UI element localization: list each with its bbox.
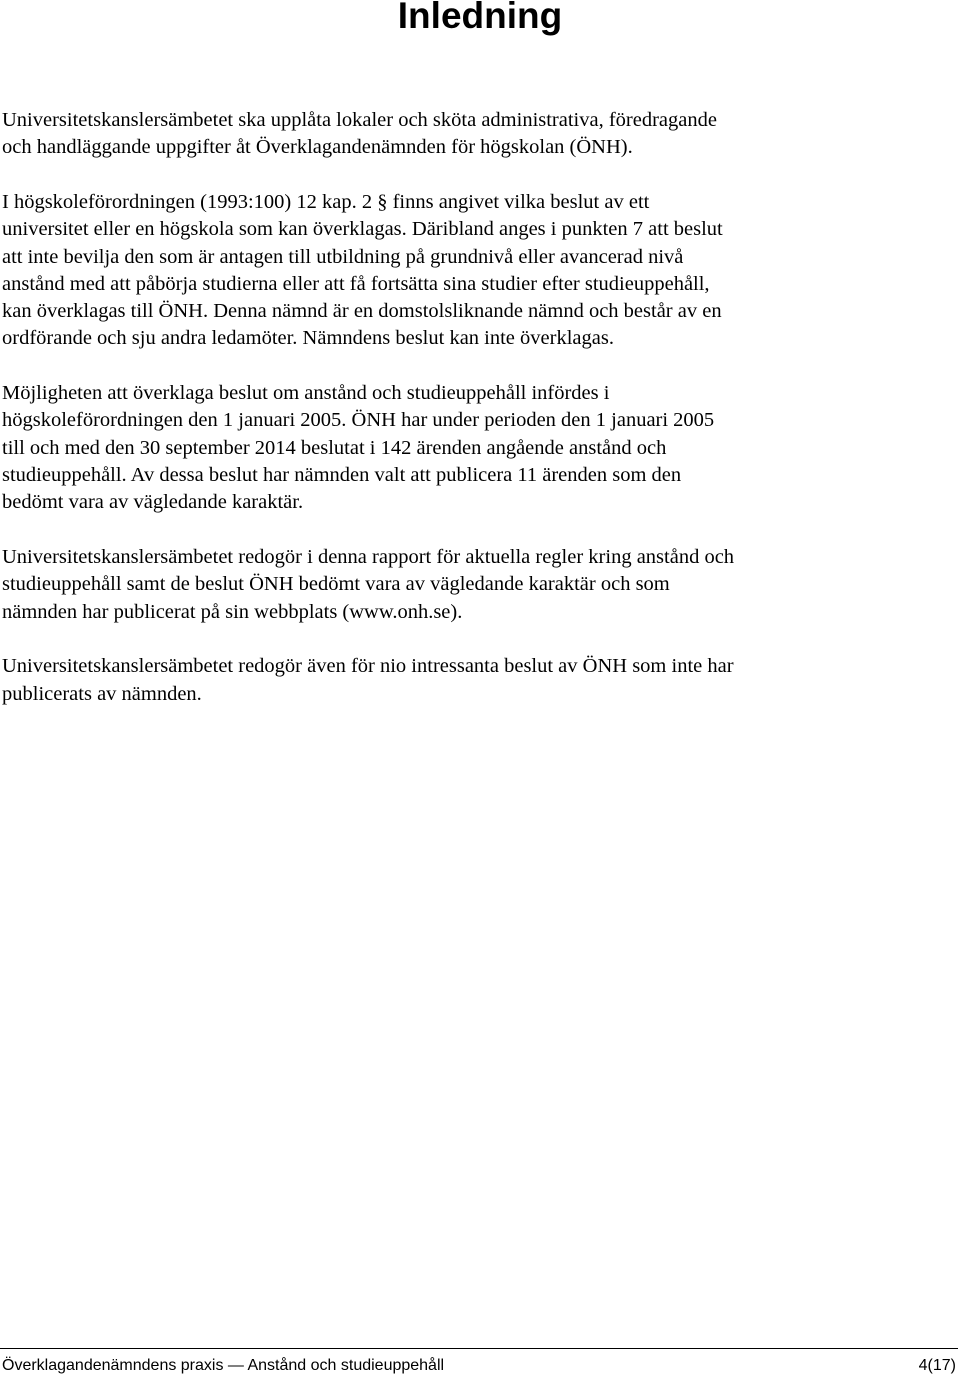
page-footer — [2, 1356, 956, 1376]
text-line: ordförande och sju andra ledamöter. Nämndens beslut kan inte överklagas. — [2, 327, 614, 350]
text-line: Universitetskanslersämbetet redogör i denna rapport för aktuella regler kring anstånd och — [2, 546, 735, 569]
footer-divider — [0, 1348, 958, 1349]
text-line: och handläggande uppgifter åt Överklagandenämnden för högskolan (ÖNH). — [2, 136, 633, 159]
text-line: anstånd med att påbörja studierna eller att få fortsätta sina studier efter studieuppehåll, — [2, 272, 710, 295]
text-line: högskoleförordningen den 1 januari 2005. ÖNH har under perioden den 1 januari 2005 — [2, 409, 715, 432]
paragraph-intro — [2, 107, 952, 162]
body-text — [2, 107, 952, 735]
text-line: universitet eller en högskola som kan överklagas. Däribland anges i punkten 7 att beslut — [2, 218, 723, 241]
text-line: nämnden har publicerat på sin webbplats (www.onh.se). — [2, 600, 463, 623]
paragraph-history — [2, 380, 952, 516]
text-line: studieuppehåll samt de beslut ÖNH bedömt vara av vägledande karaktär och som — [2, 573, 670, 596]
text-line: kan överklagas till ÖNH. Denna nämnd är en domstolsliknande nämnd och består av en — [2, 300, 722, 323]
footer-page-number: 4(17) — [918, 1357, 956, 1374]
paragraph-regulation — [2, 189, 952, 353]
text-line: bedömt vara av vägledande karaktär. — [2, 491, 304, 514]
text-line: I högskoleförordningen (1993:100) 12 kap. 2 § finns angivet vilka beslut av ett — [2, 190, 650, 213]
paragraph-report-scope — [2, 544, 952, 626]
footer-document-title: Överklagandenämndens praxis — Anstånd och studieuppehåll — [2, 1357, 445, 1374]
text-line: att inte bevilja den som är antagen till utbildning på grundnivå eller avancerad nivå — [2, 245, 684, 268]
page-title: Inledning — [397, 0, 563, 36]
paragraph-additional-decisions — [2, 653, 952, 708]
text-line: Möjligheten att överklaga beslut om anstånd och studieuppehåll infördes i — [2, 382, 610, 405]
text-line: Universitetskanslersämbetet ska upplåta lokaler och sköta administrativa, föredragande — [2, 109, 717, 131]
text-line: studieuppehåll. Av dessa beslut har nämnden valt att publicera 11 ärenden som den — [2, 464, 682, 487]
text-line: publicerats av nämnden. — [2, 682, 202, 705]
text-line: Universitetskanslersämbetet redogör även för nio intressanta beslut av ÖNH som inte har — [2, 655, 734, 678]
text-line: till och med den 30 september 2014 beslutat i 142 ärenden angående anstånd och — [2, 436, 667, 459]
